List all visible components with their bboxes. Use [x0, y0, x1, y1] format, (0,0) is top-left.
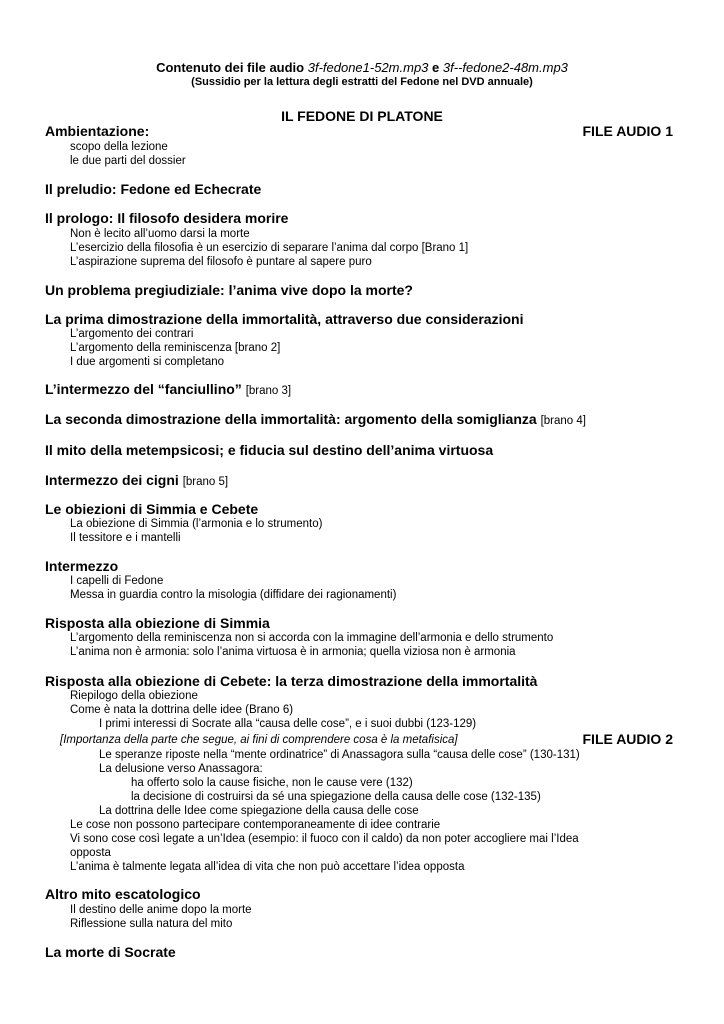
section-heading-prima-dimostrazione: La prima dimostrazione della immortalità, attraverso due considerazioni: [45, 311, 524, 327]
list-item: L’aspirazione suprema del filosofo è puntare al sapere puro: [70, 256, 372, 268]
list-item: Il tessitore e i mantelli: [70, 532, 181, 544]
heading-text: L’intermezzo del “fanciullino”: [45, 381, 242, 397]
section-heading-morte-socrate: La morte di Socrate: [45, 944, 176, 960]
title-prefix: Contenuto dei file audio: [156, 60, 305, 75]
list-item: L’argomento dei contrari: [70, 328, 194, 340]
title-conjunction: e: [432, 60, 440, 75]
list-item: Riflessione sulla natura del mito: [70, 918, 233, 930]
list-item: I due argomenti si completano: [70, 356, 225, 368]
main-title: IL FEDONE DI PLATONE: [281, 108, 443, 124]
brano-reference: [brano 5]: [182, 476, 229, 488]
brano-reference: [brano 4]: [540, 415, 586, 427]
list-item: Il destino delle anime dopo la morte: [70, 904, 252, 916]
list-item: scopo della lezione: [70, 141, 168, 153]
section-heading-seconda-dimostrazione: [45, 411, 586, 427]
list-item: La obiezione di Simmia (l’armonia e lo strumento): [70, 518, 323, 530]
section-heading-risposta-cebete: Risposta alla obiezione di Cebete: la terza dimostrazione della immortalità: [45, 673, 538, 689]
section-heading-preludio: Il preludio: Fedone ed Echecrate: [45, 181, 262, 197]
section-heading-problema: Un problema pregiudiziale: l’anima vive dopo la morte?: [45, 282, 413, 298]
list-item: Riepilogo della obiezione: [70, 690, 198, 702]
audio-file-1-name: 3f-fedone1-52m.mp3: [307, 60, 429, 75]
list-item: La dottrina delle Idee come spiegazione della causa delle cose: [99, 805, 419, 817]
list-item: Non è lecito all’uomo darsi la morte: [70, 228, 250, 240]
list-item: L’argomento della reminiscenza non si accorda con la immagine dell’armonia e dello strumento: [70, 632, 554, 644]
audio-file-2-name: 3f--fedone2-48m.mp3: [442, 60, 568, 75]
section-heading-risposta-simmia: Risposta alla obiezione di Simmia: [45, 615, 270, 631]
section-heading-fanciullino: [45, 381, 291, 397]
list-item: Le cose non possono partecipare contemporaneamente di idee contrarie: [70, 819, 441, 831]
document-title: [0, 60, 724, 75]
list-item: L’anima è talmente legata all’idea di vita che non può accettare l’idea opposta: [70, 861, 465, 873]
list-item: Come è nata la dottrina delle idee (Brano 6): [70, 704, 294, 716]
file-audio-2-label: FILE AUDIO 2: [582, 731, 673, 747]
italic-note: [Importanza della parte che segue, ai fini di comprendere cosa è la metafisica]: [60, 734, 458, 746]
list-item: L’argomento della reminiscenza [brano 2]: [70, 342, 281, 354]
heading-text: La seconda dimostrazione della immortalità: argomento della somiglianza: [45, 411, 537, 427]
list-item: L’anima non è armonia: solo l’anima virtuosa è in armonia; quella viziosa non è armonia: [70, 646, 516, 658]
list-item: L’esercizio della filosofia è un esercizio di separare l’anima dal corpo [Brano 1]: [70, 242, 469, 254]
brano-reference: [brano 3]: [245, 385, 292, 397]
section-heading-obiezioni: Le obiezioni di Simmia e Cebete: [45, 501, 259, 517]
list-item: le due parti del dossier: [70, 155, 186, 167]
list-item-continuation: opposta: [70, 847, 111, 859]
file-audio-1-label: FILE AUDIO 1: [582, 123, 673, 139]
list-item: I primi interessi di Socrate alla “causa delle cose”, e i suoi dubbi (123-129): [99, 718, 477, 730]
list-item: I capelli di Fedone: [70, 575, 164, 587]
list-item: la decisione di costruirsi da sé una spiegazione della causa delle cose (132-135): [131, 791, 541, 803]
list-item: La delusione verso Anassagora:: [99, 763, 263, 775]
heading-text: Intermezzo dei cigni: [45, 472, 179, 488]
list-item: Vi sono cose così legate a un’Idea (esempio: il fuoco con il caldo) da non poter accogliere mai l’Idea: [70, 833, 579, 845]
document-subtitle: (Sussidio per la lettura degli estratti del Fedone nel DVD annuale): [191, 76, 533, 88]
list-item: Le speranze riposte nella “mente ordinatrice” di Anassagora sulla “causa delle cose” (130-131): [99, 749, 580, 761]
section-heading-ambientazione: Ambientazione:: [45, 123, 150, 139]
section-heading-prologo: Il prologo: Il filosofo desidera morire: [45, 210, 289, 226]
section-heading-mito-escatologico: Altro mito escatologico: [45, 886, 201, 902]
section-heading-metempsicosi: Il mito della metempsicosi; e fiducia sul destino dell’anima virtuosa: [45, 442, 494, 458]
section-heading-intermezzo: Intermezzo: [45, 558, 119, 574]
section-heading-cigni: [45, 472, 228, 488]
list-item: Messa in guardia contro la misologia (diffidare dei ragionamenti): [70, 589, 397, 601]
list-item: ha offerto solo la cause fisiche, non le cause vere (132): [131, 777, 413, 789]
